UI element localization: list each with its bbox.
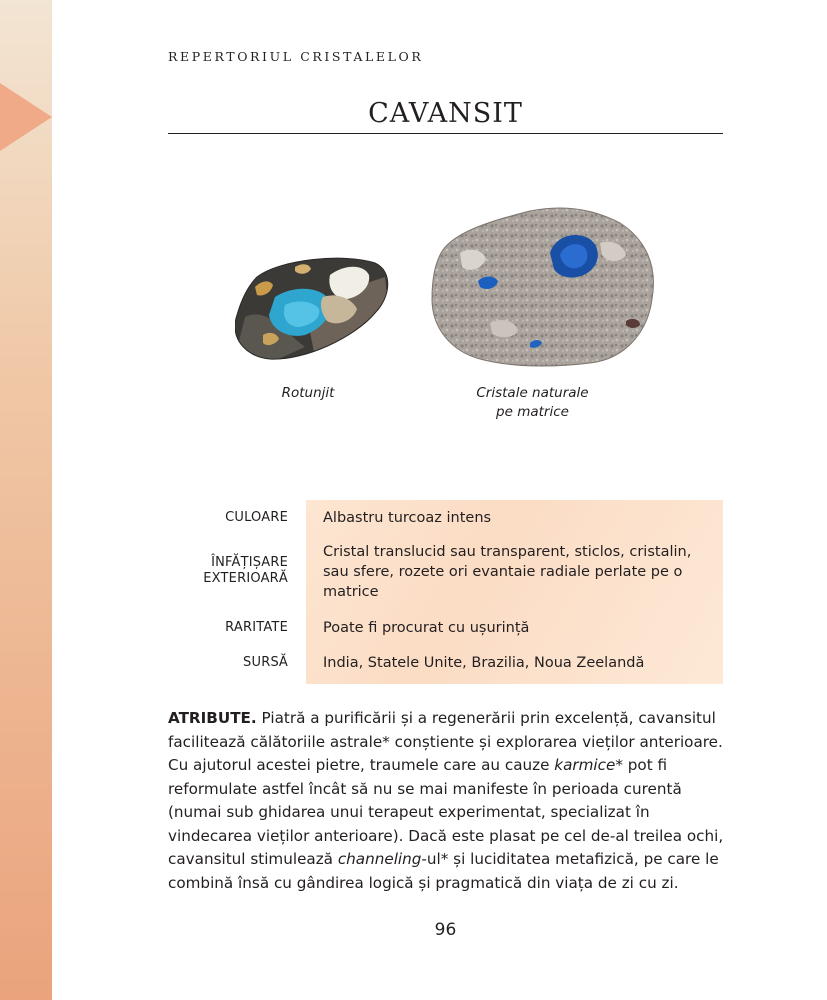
running-header: REPERTORIUL CRISTALELOR <box>168 49 424 64</box>
label-line: RARITATE <box>225 620 288 635</box>
property-label-color <box>225 510 288 526</box>
label-line: ÎNFĂȚIȘARE <box>211 555 288 570</box>
crystals-on-matrix-image <box>430 203 660 369</box>
property-label-appearance <box>203 555 288 587</box>
attributes-paragraph <box>168 707 728 895</box>
property-label-source <box>243 655 288 671</box>
italic-term: channeling <box>337 850 422 868</box>
section-tab-arrow <box>0 83 52 151</box>
page-title: CAVANSIT <box>368 98 523 129</box>
italic-term: karmice <box>554 756 616 774</box>
attributes-line: cavansitul stimulează channeling-ul* și luciditatea metafizică, pe care le <box>168 850 719 868</box>
attributes-lead: ATRIBUTE. <box>168 709 257 727</box>
page-number: 96 <box>434 920 457 940</box>
attributes-line: ATRIBUTE. Piatră a purificării și a regenerării prin excelență, cavansitul <box>168 709 716 727</box>
title-rule <box>168 133 723 134</box>
property-value-rarity: Poate fi procurat cu ușurință <box>323 620 530 636</box>
tumbled-stone-image <box>235 257 389 361</box>
caption-tumbled: Rotunjit <box>281 385 335 401</box>
property-value-source: India, Statele Unite, Brazilia, Noua Zeelandă <box>323 655 645 671</box>
property-label-rarity <box>225 620 288 636</box>
property-value-color: Albastru turcoaz intens <box>323 510 492 526</box>
property-value-appearance: Cristal translucid sau transparent, sticlos, cristalin, sau sfere, rozete ori evantaie radiale perlate pe o matrice <box>323 544 692 600</box>
label-line: CULOARE <box>225 510 288 525</box>
attributes-line: vindecarea vieților anterioare). Dacă este plasat pe cel de-al treilea ochi, <box>168 826 724 845</box>
caption-line: pe matrice <box>496 404 569 420</box>
attributes-line: (numai sub ghidarea unui terapeut experimentat, specializat în <box>168 803 650 821</box>
caption-natural-crystals <box>460 384 605 422</box>
label-line: SURSĂ <box>243 655 288 670</box>
attributes-line: reformulate astfel încât să nu se mai manifeste în perioada curentă <box>168 779 682 798</box>
caption-line: Cristale naturale <box>476 385 589 401</box>
attributes-line: Cu ajutorul acestei pietre, traumele care au cauze karmice* pot fi <box>168 756 668 774</box>
attributes-line: combină însă cu gândirea logică și pragmatică din viața de zi cu zi. <box>168 873 679 892</box>
label-line: EXTERIOARĂ <box>203 571 288 586</box>
attributes-line: facilitează călătoriile astrale* conștiente și explorarea vieților anterioare. <box>168 732 723 751</box>
